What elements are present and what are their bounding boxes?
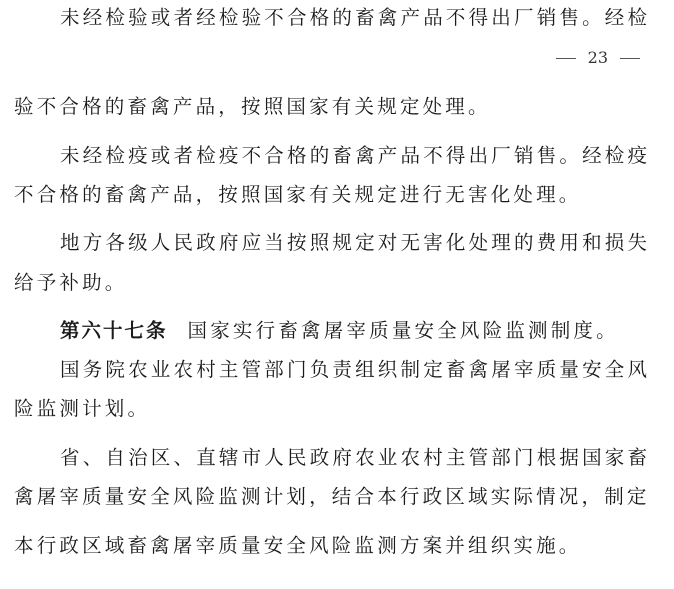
- text-line-12: 本行政区域畜禽屠宰质量安全风险监测方案并组织实施。: [14, 534, 582, 557]
- article-heading: 第六十七条: [60, 319, 168, 342]
- page-number-dash-right: [620, 58, 640, 59]
- text-line-9: 险监测计划。: [14, 397, 151, 420]
- text-line-11: 禽屠宰质量安全风险监测计划，结合本行政区域实际情况，制定: [14, 485, 650, 508]
- page-number-dash-left: [556, 58, 576, 59]
- text-line-2: 验不合格的畜禽产品，按照国家有关规定处理。: [14, 95, 491, 118]
- text-line-6: 给予补助。: [14, 271, 128, 294]
- text-line-1: 未经检验或者经检验不合格的畜禽产品不得出厂销售。经检: [60, 6, 651, 29]
- text-line-3: 未经检疫或者检疫不合格的畜禽产品不得出厂销售。经检疫: [60, 144, 651, 167]
- article-67-text: 国家实行畜禽屠宰质量安全风险监测制度。: [187, 319, 619, 342]
- text-line-10: 省、自治区、直辖市人民政府农业农村主管部门根据国家畜: [60, 446, 651, 469]
- text-line-5: 地方各级人民政府应当按照规定对无害化处理的费用和损失: [60, 231, 651, 254]
- article-67-line: [60, 317, 664, 345]
- page-number: [544, 48, 652, 68]
- text-line-8: 国务院农业农村主管部门负责组织制定畜禽屠宰质量安全风: [60, 358, 651, 381]
- page-number-value: 23: [587, 48, 608, 67]
- text-line-4: 不合格的畜禽产品，按照国家有关规定进行无害化处理。: [14, 183, 582, 206]
